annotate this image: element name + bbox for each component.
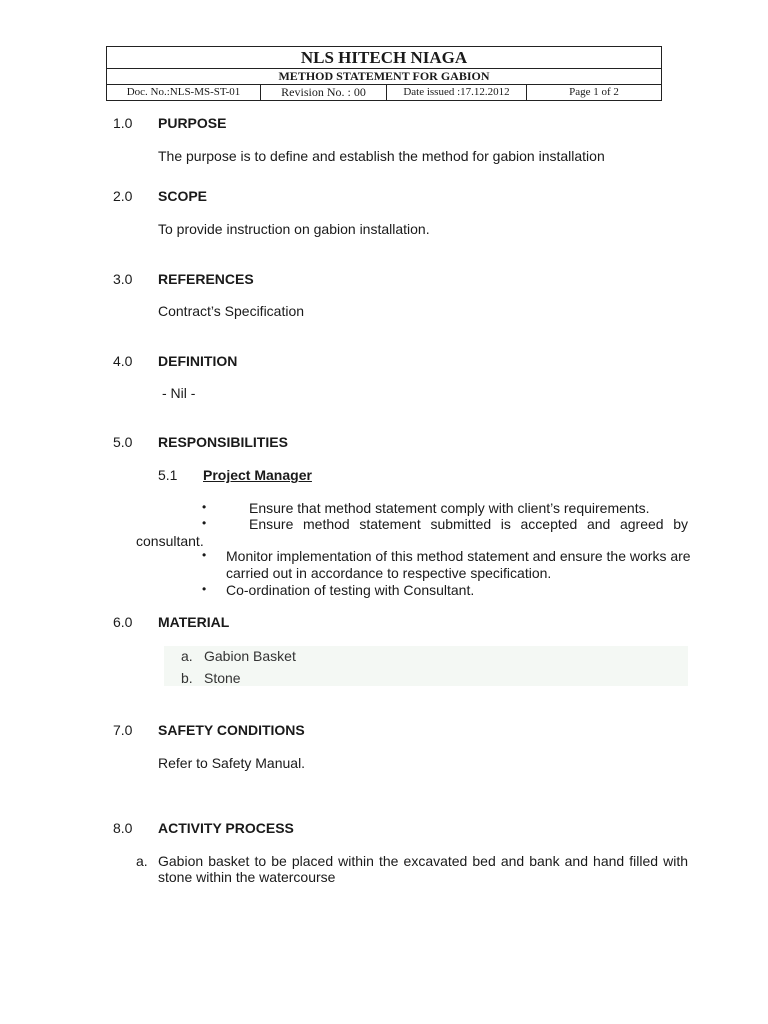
section-2-text: To provide instruction on gabion installation. [158,221,430,237]
section-5-title: RESPONSIBILITIES [158,434,288,450]
page-number: Page 1 of 2 [569,86,619,98]
date-issued: Date issued :17.12.2012 [387,85,527,100]
section-4-number: 4.0 [113,353,133,369]
section-7-title: SAFETY CONDITIONS [158,722,305,738]
bullet-icon: • [202,516,207,530]
subsection-5-1-number: 5.1 [158,467,178,483]
section-4-text: - Nil - [162,385,196,401]
section-8-number: 8.0 [113,820,133,836]
responsibility-item-3-line2: carried out in accordance to respective specification. [226,565,552,581]
section-7-number: 7.0 [113,722,133,738]
section-3-number: 3.0 [113,271,133,287]
material-item-marker: b. [181,670,193,686]
responsibility-item-2-line2: consultant. [136,533,204,549]
responsibility-item-2-line1: Ensure method statement submitted is accepted and agreed by [249,516,688,532]
activity-item-line1: Gabion basket to be placed within the excavated bed and bank and hand filled with [158,853,688,869]
bullet-icon: • [202,548,207,562]
responsibility-item-1: Ensure that method statement comply with client’s requirements. [249,500,650,516]
company-name: NLS HITECH NIAGA [107,47,661,69]
activity-item-line2: stone within the watercourse [158,869,336,885]
section-3-text: Contract’s Specification [158,303,305,319]
section-6-title: MATERIAL [158,614,230,630]
material-item-gabion-basket: Gabion Basket [204,648,296,664]
bullet-icon: • [202,582,207,596]
revision-number: Revision No. : 00 [261,85,387,100]
section-1-text: The purpose is to define and establish the method for gabion installation [158,148,605,164]
section-3-title: REFERENCES [158,271,254,287]
header-meta-row [107,85,661,100]
responsibility-item-4: Co-ordination of testing with Consultant. [226,582,475,598]
activity-item-marker: a. [136,853,148,869]
document-subtitle: METHOD STATEMENT FOR GABION [107,69,661,85]
doc-number: Doc. No.:NLS-MS-ST-01 [107,85,261,100]
section-8-title: ACTIVITY PROCESS [158,820,294,836]
subsection-5-1-title: Project Manager [203,467,312,483]
bullet-icon: • [202,500,207,514]
section-6-number: 6.0 [113,614,133,630]
section-7-text: Refer to Safety Manual. [158,755,306,771]
section-2-number: 2.0 [113,188,133,204]
section-2-title: SCOPE [158,188,208,204]
section-5-number: 5.0 [113,434,133,450]
section-1-title: PURPOSE [158,115,227,131]
section-4-title: DEFINITION [158,353,238,369]
material-item-marker: a. [181,648,193,664]
section-1-number: 1.0 [113,115,133,131]
material-item-stone: Stone [204,670,241,686]
document-header [106,46,662,101]
responsibility-item-3-line1: Monitor implementation of this method statement and ensure the works are [226,548,691,564]
